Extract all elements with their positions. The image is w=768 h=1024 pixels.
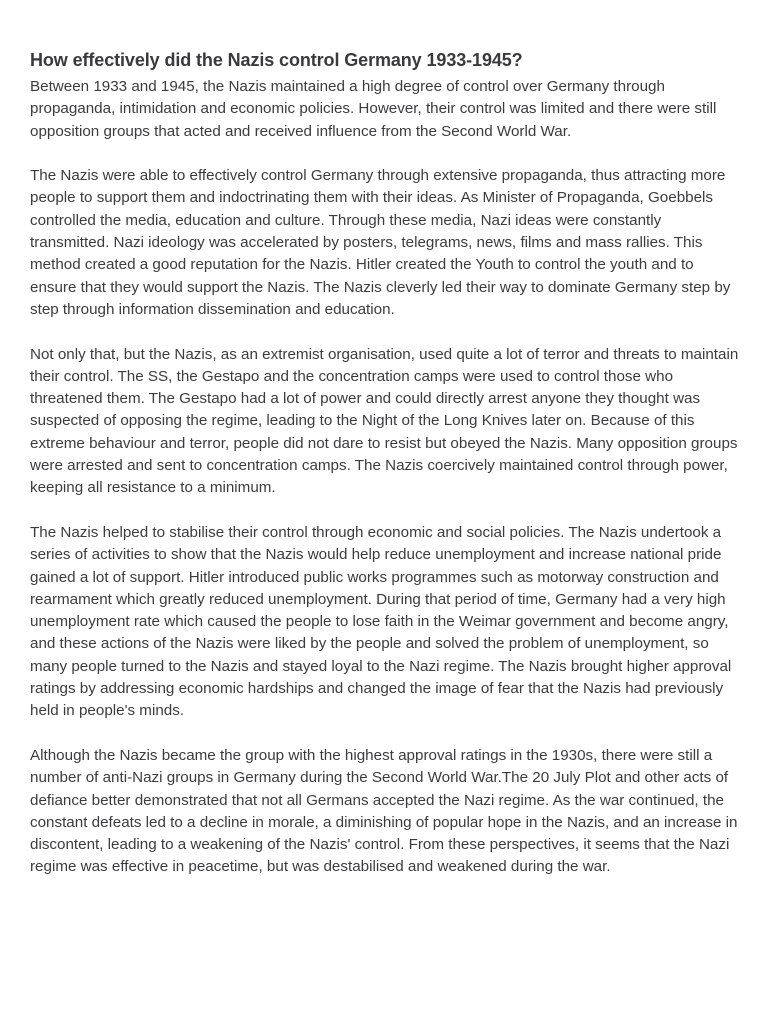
paragraph-terror: Not only that, but the Nazis, as an extremist organisation, used quite a lot of terror and threats to maintain their control. The SS, the Gestapo and the concentration camps were used to control those who threatened them. The Gestapo had a lot of power and could directly arrest anyone they thought was suspected of opposing the regime, leading to the Night of the Long Knives later on. Because of this extreme behaviour and terror, people did not dare to resist but obeyed the Nazis. Many opposition groups were arrested and sent to concentration camps. The Nazis coercively maintained control through power, keeping all resistance to a minimum. bbox=[30, 345, 739, 497]
paragraph-conclusion: Although the Nazis became the group with the highest approval ratings in the 1930s, there were still a number of anti-Nazi groups in Germany during the Second World War.The 20 July Plot and other acts of defiance better demonstrated that not all Germans accepted the Nazi regime. As the war continued, the constant defeats led to a decline in morale, a diminishing of popular hope in the Nazis, and an increase in discontent, leading to a weakening of the Nazis' control. From these perspectives, it seems that the Nazi regime was effective in peacetime, but was destabilised and weakened during the war. bbox=[30, 746, 738, 876]
paragraph-economic: The Nazis helped to stabilise their control through economic and social policies. The Nazis undertook a series of activities to show that the Nazis would help reduce unemployment and increase national pride gained a lot of support. Hitler introduced public works programmes such as motorway construction and rearmament which greatly reduced unemployment. During that period of time, Germany had a very high unemployment rate which caused the people to lose faith in the Weimar government and become angry, and these actions of the Nazis were liked by the people and solved the problem of unemployment, so many people turned to the Nazis and stayed loyal to the Nazi regime. The Nazis brought higher approval ratings by addressing economic hardships and changed the image of fear that the Nazis had previously held in people's minds. bbox=[30, 523, 732, 720]
essay-title: How effectively did the Nazis control Germany 1933-1945? bbox=[30, 50, 523, 70]
document-body bbox=[30, 48, 742, 901]
paragraph-intro: Between 1933 and 1945, the Nazis maintained a high degree of control over Germany through propaganda, intimidation and economic policies. However, their control was limited and there were still opposition groups that acted and received influence from the Second World War. bbox=[30, 78, 717, 140]
paragraph-propaganda: The Nazis were able to effectively control Germany through extensive propaganda, thus attracting more people to support them and indoctrinating them with their ideas. As Minister of Propaganda, Goebbels controlled the media, education and culture. Through these media, Nazi ideas were constantly transmitted. Nazi ideology was accelerated by posters, telegrams, news, films and mass rallies. This method created a good reputation for the Nazis. Hitler created the Youth to control the youth and to ensure that they would support the Nazis. The Nazis cleverly led their way to dominate Germany step by step through information dissemination and education. bbox=[30, 167, 731, 318]
